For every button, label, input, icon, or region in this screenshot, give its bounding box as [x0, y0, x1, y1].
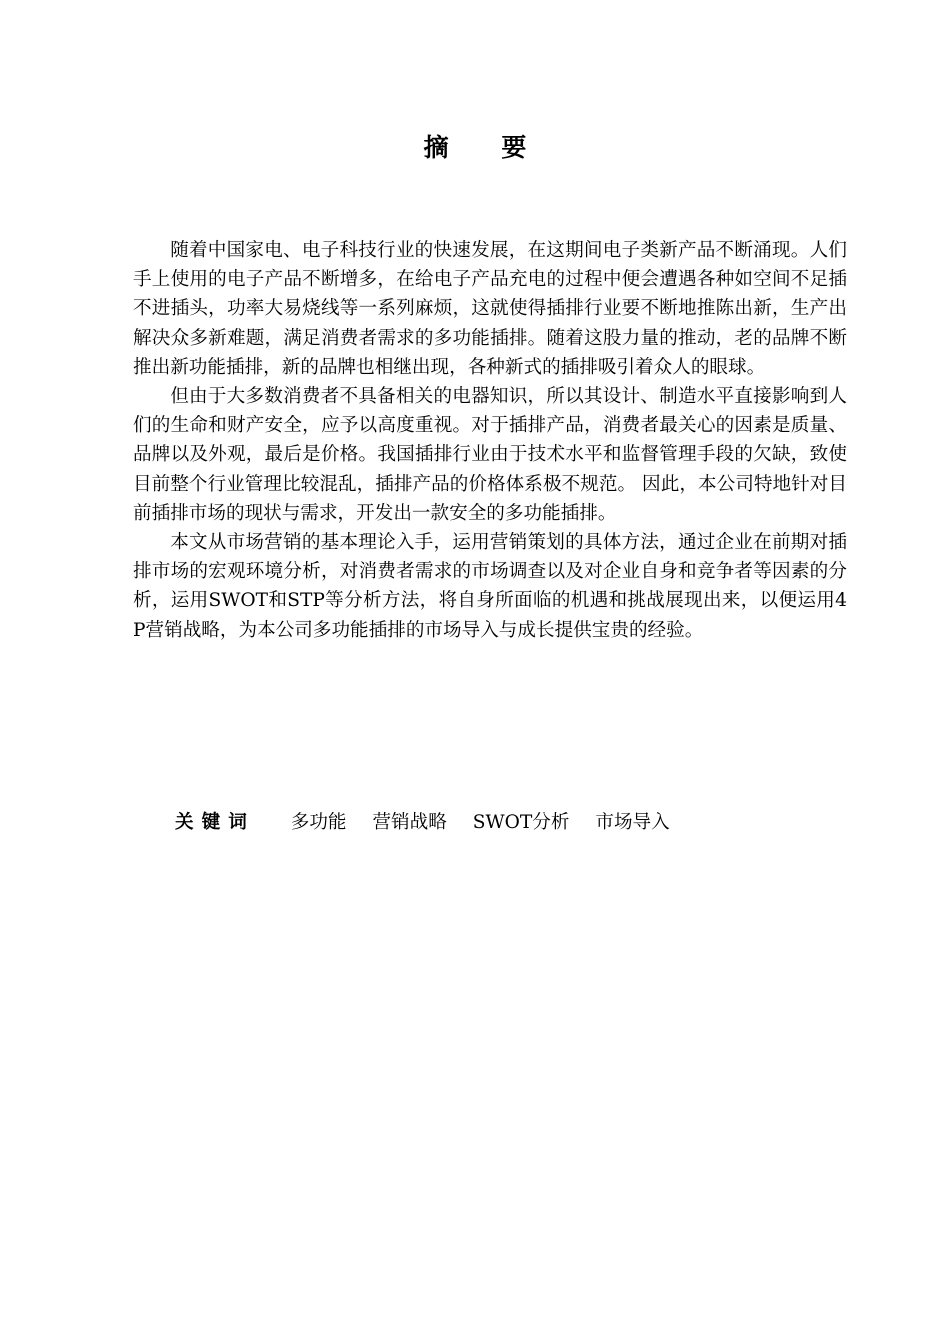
keyword-item: 多功能	[290, 812, 347, 833]
keyword-item: 营销战略	[372, 812, 447, 833]
abstract-paragraph: 随着中国家电、电子科技行业的快速发展，在这期间电子类新产品不断涌现。人们手上使用的电子产品不断增多，在给电子产品充电的过程中便会遭遇各种如空间不足插不进插头，功率大易烧线等一系列麻烦，这就使得插排行业要不断地推陈出新，生产出解决众多新难题，满足消费者需求的多功能插排。随着这股力量的推动，老的品牌不断推出新功能插排，新的品牌也相继出现，各种新式的插排吸引着众人的眼球。	[133, 240, 847, 378]
abstract-body	[133, 236, 847, 645]
page-title: 摘 要	[423, 133, 549, 162]
abstract-paragraph: 但由于大多数消费者不具备相关的电器知识，所以其设计、制造水平直接影响到人们的生命和财产安全，应予以高度重视。对于插排产品，消费者最关心的因素是质量、品牌以及外观，最后是价格。我国插排行业由于技术水平和监督管理手段的欠缺，致使目前整个行业管理比较混乱，插排产品的价格体系极不规范。 因此，本公司特地针对目前插排市场的现状与需求，开发出一款安全的多功能插排。	[133, 386, 847, 524]
abstract-paragraph: 本文从市场营销的基本理论入手，运用营销策划的具体方法，通过企业在前期对插排市场的宏观环境分析，对消费者需求的市场调查以及对企业自身和竞争者等因素的分析，运用SWOT和STP等分析方法，将自身所面临的机遇和挑战展现出来，以便运用4P营销战略，为本公司多功能插排的市场导入与成长提供宝贵的经验。	[133, 532, 847, 641]
keyword-item: SWOT分析	[472, 812, 570, 833]
keywords-label: 关键词	[175, 812, 255, 833]
keywords-line	[175, 808, 690, 837]
keyword-item: 市场导入	[595, 812, 670, 833]
